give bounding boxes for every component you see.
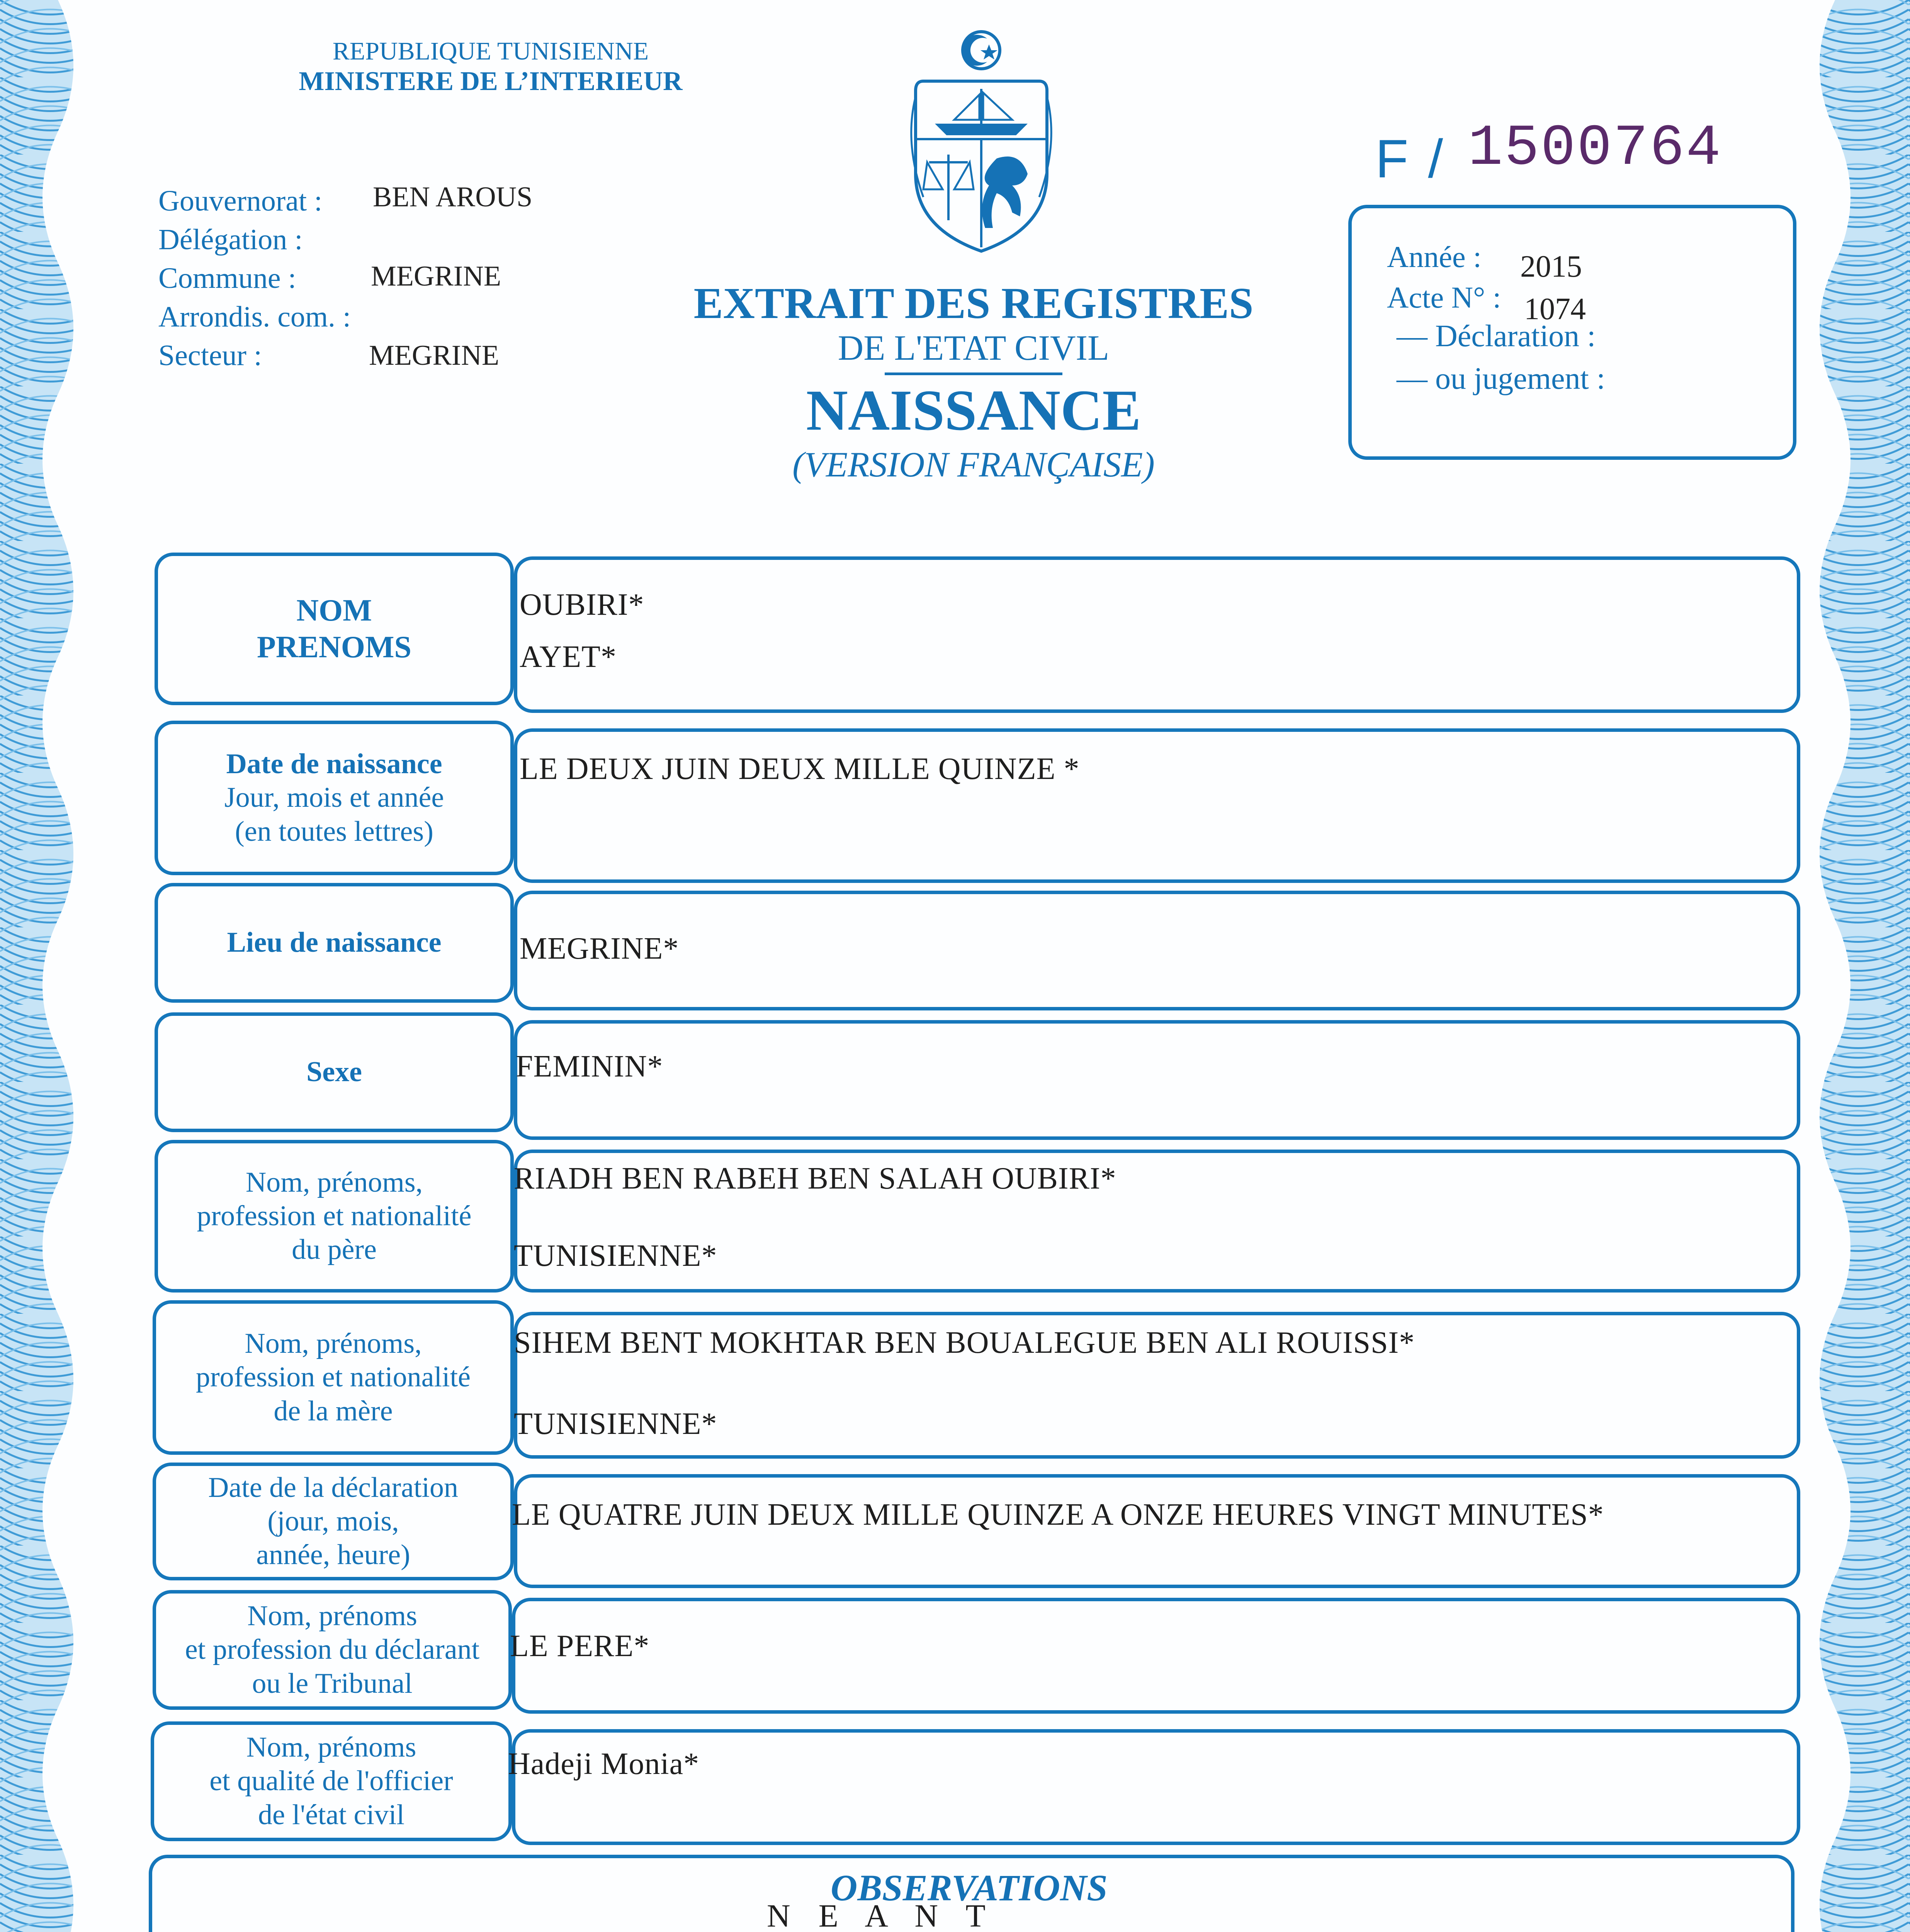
prenoms-value: AYET* — [520, 640, 617, 674]
annee-value: 2015 — [1520, 250, 1582, 284]
admin-labels — [158, 182, 351, 375]
declaration-date-label2: (jour, mois, — [267, 1505, 399, 1537]
secteur-label: Secteur : — [158, 339, 262, 372]
prenoms-label: PRENOMS — [257, 630, 411, 664]
document-title — [618, 278, 1329, 486]
right-guilloche — [1820, 0, 1910, 1932]
lieu-naissance-label: Lieu de naissance — [227, 927, 442, 959]
pere-label-box — [155, 1140, 514, 1293]
title-version: (VERSION FRANÇAISE) — [792, 445, 1155, 484]
officier-value: Hadeji Monia* — [508, 1747, 700, 1781]
declarant-label2: et profession du déclarant — [185, 1634, 480, 1666]
acte-value: 1074 — [1524, 292, 1586, 326]
sexe-label-box — [155, 1012, 514, 1132]
sexe-value: FEMININ* — [516, 1049, 663, 1083]
officier-label2: et qualité de l'officier — [209, 1765, 453, 1797]
declarant-value-box — [512, 1598, 1800, 1714]
tunisia-coat-of-arms-icon — [900, 27, 1062, 259]
observations-value: N E A N T — [767, 1898, 996, 1932]
gouvernorat-label: Gouvernorat : — [158, 185, 323, 217]
officier-label3: de l'état civil — [258, 1799, 405, 1831]
sexe-label: Sexe — [306, 1056, 362, 1088]
mere-label3: de la mère — [274, 1395, 393, 1427]
left-guilloche — [0, 0, 73, 1932]
declarant-label1: Nom, prénoms — [247, 1600, 417, 1632]
title-line2: DE L'ETAT CIVIL — [838, 328, 1110, 367]
mere-nationality-value: TUNISIENNE* — [514, 1407, 717, 1441]
title-line1: EXTRAIT DES REGISTRES — [693, 279, 1254, 328]
date-naissance-sublabel2: (en toutes lettres) — [235, 815, 433, 847]
nom-prenoms-value-box — [514, 556, 1800, 713]
date-naissance-sublabel1: Jour, mois et année — [224, 782, 444, 814]
date-naissance-label-box — [155, 721, 514, 875]
declaration-date-label3: année, heure) — [256, 1539, 410, 1571]
title-divider — [885, 372, 1062, 375]
pere-label3: du père — [292, 1234, 377, 1266]
pere-name-value: RIADH BEN RABEH BEN SALAH OUBIRI* — [514, 1162, 1116, 1196]
pere-label1: Nom, prénoms, — [245, 1166, 423, 1198]
annee-label: Année : — [1387, 240, 1482, 274]
date-naissance-value: LE DEUX JUIN DEUX MILLE QUINZE * — [520, 752, 1080, 786]
ministry-name: MINISTERE DE L’INTERIEUR — [299, 66, 683, 96]
officier-label1: Nom, prénoms — [246, 1731, 416, 1764]
lieu-naissance-value-box — [514, 891, 1800, 1010]
commune-value: MEGRINE — [371, 260, 501, 292]
mere-label2: profession et nationalité — [195, 1361, 471, 1393]
declaration-date-value: LE QUATRE JUIN DEUX MILLE QUINZE A ONZE HEURES VINGT MINUTES* — [512, 1498, 1604, 1532]
sexe-value-box — [514, 1020, 1800, 1140]
nom-prenoms-label-box — [155, 553, 514, 705]
republic-name: REPUBLIQUE TUNISIENNE — [332, 37, 649, 65]
declarant-value: LE PERE* — [510, 1629, 650, 1663]
delegation-label: Délégation : — [158, 223, 303, 256]
declarant-label-box — [153, 1590, 512, 1710]
mere-label-box — [153, 1300, 514, 1455]
serial-prefix: F / — [1375, 128, 1446, 189]
date-naissance-label: Date de naissance — [226, 748, 442, 780]
observations-title: OBSERVATIONS — [831, 1867, 1108, 1908]
mere-name-value: SIHEM BENT MOKHTAR BEN BOUALEGUE BEN ALI ROUISSI* — [514, 1326, 1415, 1360]
declaration-label-box — [153, 1463, 514, 1580]
pere-nationality-value: TUNISIENNE* — [514, 1239, 717, 1273]
republic-header — [240, 37, 742, 97]
nom-label: NOM — [296, 594, 372, 628]
officier-value-box — [512, 1729, 1800, 1845]
nom-value: OUBIRI* — [520, 588, 644, 622]
secteur-value: MEGRINE — [369, 340, 500, 371]
lieu-naissance-label-box — [155, 883, 514, 1003]
declarant-label3: ou le Tribunal — [252, 1667, 413, 1699]
arrondissement-label: Arrondis. com. : — [158, 301, 351, 333]
commune-label: Commune : — [158, 262, 296, 294]
lieu-naissance-value: MEGRINE* — [520, 932, 679, 966]
gouvernorat-value: BEN AROUS — [373, 181, 533, 213]
mere-label1: Nom, prénoms, — [245, 1328, 422, 1360]
title-main: NAISSANCE — [806, 378, 1141, 442]
serial-number: 1500764 — [1468, 116, 1723, 182]
jugement-label: — ou jugement : — [1397, 362, 1605, 396]
declaration-label: — Déclaration : — [1397, 319, 1596, 353]
acte-label: Acte N° : — [1387, 281, 1501, 314]
pere-label2: profession et nationalité — [197, 1200, 472, 1232]
declaration-date-label1: Date de la déclaration — [208, 1471, 459, 1503]
officier-label-box — [151, 1721, 512, 1841]
